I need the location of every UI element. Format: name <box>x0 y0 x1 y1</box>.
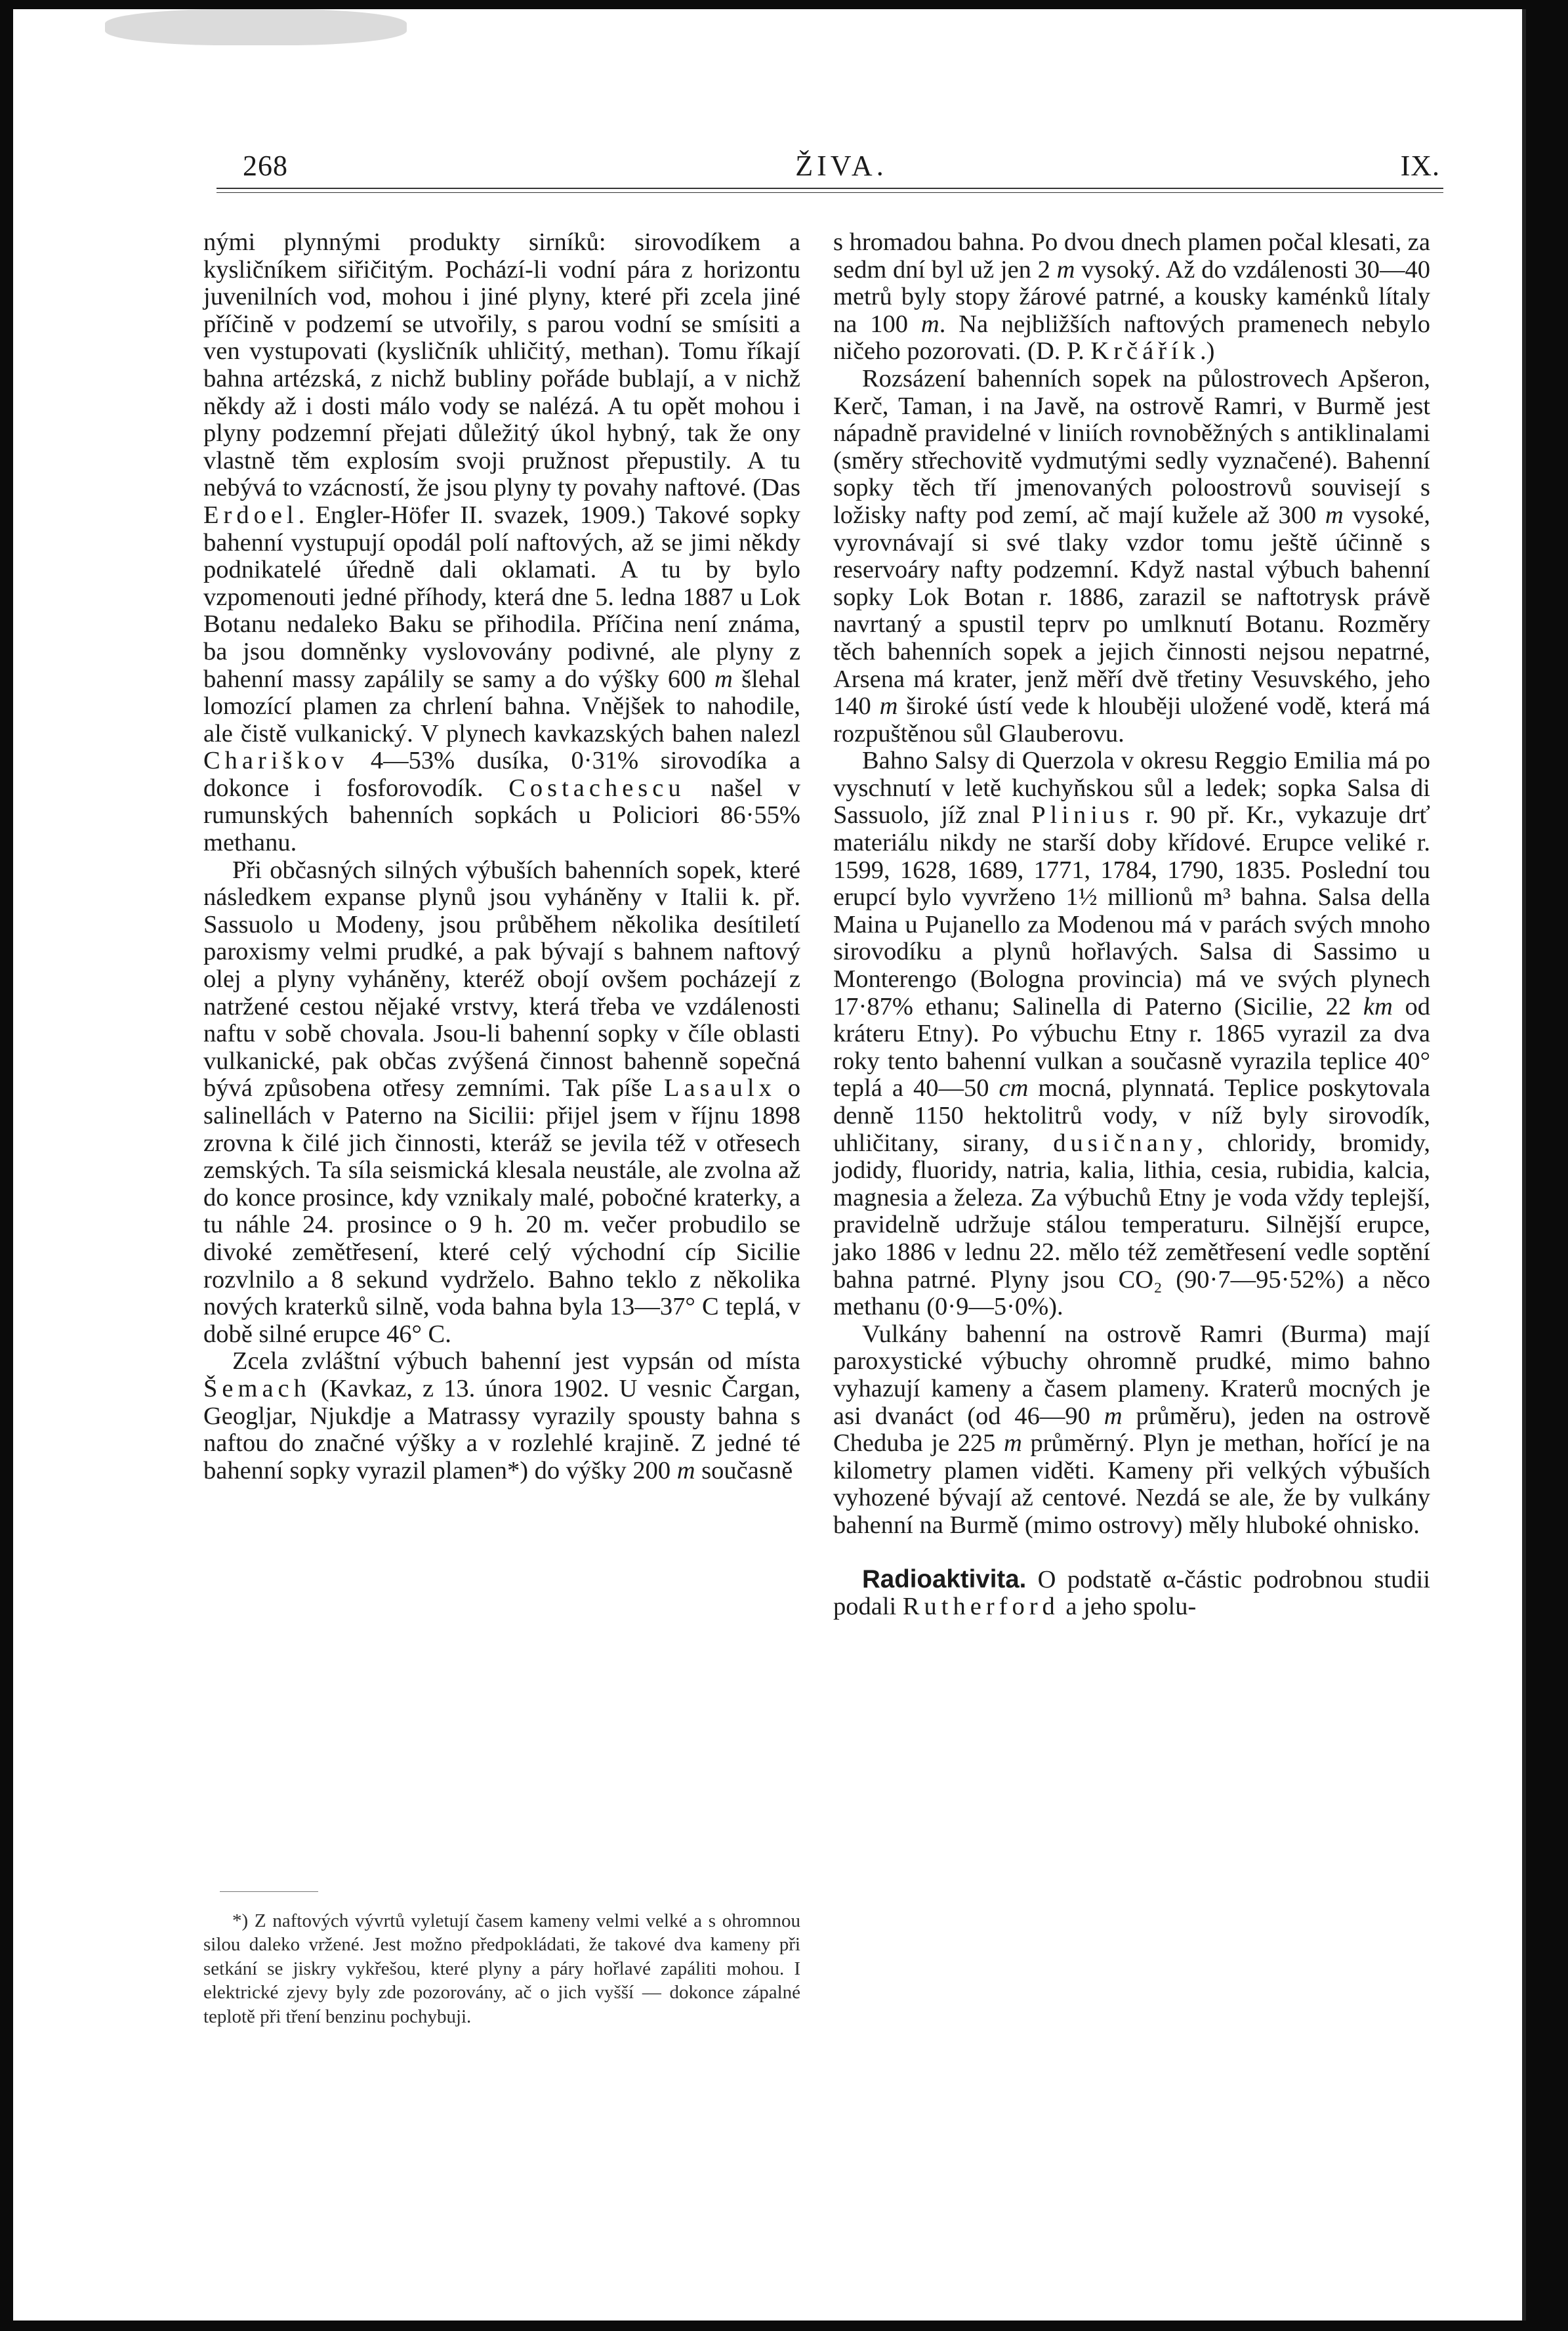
text-run: m <box>676 1456 695 1484</box>
text-run: o salinellách v Paterno na Sicilii: přijel jsem v říjnu 1898 zrovna k čilé jich činnosti, kteráž se jevila též v otřesech zemských. Ta síla seismická klesala neustále, ale zvolna až do konce prosince, kdy vznikaly malé, pobočné kraterky, a tu náhle 24. prosince o 9 h. 20 m. večer probudilo se divoké zemětřesení, které celý východní cíp Sicilie rozvlnilo a 8 sekund vydrželo. Bahno teklo z několika nových kraterků silně, voda bahna byla 13—37° C teplá, v době silné erupce 46° C. <box>203 1074 801 1348</box>
paragraph <box>833 366 1430 747</box>
text-run: a jeho spolu- <box>1065 1593 1197 1621</box>
text-run: od kráteru Etny). Po výbuchu Etny r. 1865 vyrazil za dva roky tento bahenní vulkan a současně vyrazila teplice 40° teplá a 40—50 <box>833 992 1431 1102</box>
text-run: široké ústí vede k hlouběji uložené vodě, která má rozpuštěnou sůl Glauberovu. <box>833 692 1431 747</box>
cited-author: Lasaulx <box>663 1074 776 1102</box>
emphasis-term: dusičnany <box>1053 1129 1197 1157</box>
text-run: mocná, plynnatá. Teplice poskytovala denně 1150 hektolitrů vody, v níž byly sirovodík, uhličitany, sirany, <box>833 1074 1431 1157</box>
page-number: 268 <box>243 150 288 182</box>
text-run: *) Z naftových vývrtů vyletují časem kameny velmi velké a s ohromnou silou daleko vržené. Jest možno předpokládati, že takové dva kameny při setkání se jiskry vykřešou, které plyny a páry hořlavé zapáliti mohou. I elektrické zjevy byly zde pozorovány, ač o jich vyšší — dokonce zápalné teplotě při tření benzinu pochybuji. <box>203 1910 800 2027</box>
text-run: nými plynnými produkty sirníků: sirovodíkem a kysličníkem siřičitým. Pochází-li vodní pára z horizontu juvenilních vod, mohou i jiné plyny, které při zcela jiné příčině v podzemí se utvořily, s parou vodní se smísiti a ven vystupovati (kysličník uhličitý, methan). Tomu říkají bahna artézská, z nichž bubliny pořáde bublají, a v nichž někdy až i dosti málo vody se nalézá. A tu opět mohou i plyny podzemní přejati důležitý úkol hybný, tak že ony vlastně těm explosím svoji pružnost přepustily. A tu nebývá to vzácností, že jsou plyny ty povahy naftové. (Das <box>203 228 800 502</box>
text-run: Při občasných silných výbuších bahenních sopek, které následkem expanse plynů jsou vyháněny v Italii k. př. Sassuolo u Modeny, jsou průběhem několika desítiletí paroxismy velmi prudké, a pak bývají s bahnem naftový olej a plyny vyháněny, kteréž obojí ovšem pocházejí z natržené cestou nějaké vrstvy, která třeba ve vzdálenosti naftu v sobě chovala. Jsou-li bahenní sopky v číle oblasti vulkanické, pak občas zvýšená činnost bahenně sopečná bývá způsobena otřesy zemními. Tak píše <box>203 856 800 1102</box>
text-run: Zcela zvláštní výbuch bahenní jest vypsán od místa <box>232 1347 800 1376</box>
right-column <box>833 229 1430 1621</box>
text-run: m <box>879 692 898 721</box>
header-rule <box>217 188 1443 189</box>
cited-author: Plinius <box>1031 801 1134 830</box>
text-run: , chloridy, bromidy, jodidy, fluoridy, natria, kalia, lithia, cesia, rubidia, kalcia, magnesia a železa. Za výbuchů Etny je voda vždy teplejší, pravidelně udržuje stálou temperaturu. Silnější erupce, jako 1886 v lednu 22. mělo též zemětřesení vedle soptění bahna patrné. Plyny jsou CO₂ (90·7—95·52%) a něco methanu (0·9—5·0%). <box>833 1129 1430 1321</box>
place-name: Šemach <box>203 1374 311 1402</box>
cited-author: Rutherford <box>902 1593 1060 1621</box>
running-head <box>243 149 1440 183</box>
left-column <box>203 229 800 1484</box>
paragraph <box>203 857 800 1349</box>
text-run: m <box>1104 1402 1123 1430</box>
text-run: . Na nejbližších naftových pramenech nebylo ničeho pozorovati. (D. P. <box>833 310 1431 366</box>
scanned-page <box>13 9 1526 2320</box>
paragraph <box>833 1566 1430 1621</box>
text-run: našel v rumunských bahenních sopkách u Policiori 86·55% methanu. <box>203 774 801 857</box>
paragraph <box>833 747 1430 1320</box>
paragraph <box>203 229 800 857</box>
text-run: km <box>1363 992 1393 1020</box>
text-run: (Kavkaz, z 13. února 1902. U vesnic Čargan, Geogljar, Njukdje a Matrassy vyrazily spousty bahna s naftou do značné výšky a v rozlehlé krajině. Z jedné té bahenní sopky vyrazil plamen*) do výšky 200 <box>203 1374 800 1484</box>
text-run: m <box>920 310 939 338</box>
text-run: vysoký. Až do vzdálenosti 30—40 metrů byly stopy žárové patrné, a kousky kaménků lítaly na 100 <box>833 255 1431 338</box>
text-run: průměrný. Plyn je methan, hořící je na kilometry plamen viděti. Kameny při velkých výbuších vyhozené bývají až centové. Nezdá se ale, že by vulkány bahenní na Burmě (mimo ostrovy) měly hluboké ohnisko. <box>833 1429 1431 1539</box>
text-run: Bahno Salsy di Querzola v okresu Reggio Emilia má po vyschnutí v letě kuchyňskou sůl a ledek; sopka Salsa di Sassuolo, jíž znal <box>833 747 1430 830</box>
paragraph <box>833 229 1430 366</box>
text-run: cm <box>999 1074 1029 1102</box>
text-run: průměru), jeden na ostrově Cheduba je 225 <box>833 1402 1431 1458</box>
text-run: šlehal lomozící plamen za chrlení bahna. Vnějšek to nahodile, ale čistě vulkanický. V plynech kavkazských bahen nalezl <box>203 665 800 747</box>
text-run: Rozsázení bahenních sopek na půlostrovech Apšeron, Kerč, Taman, i na Javě, na ostrově Ramri, v Burmě jest nápadně pravidelné v liniích rovnoběžných s antiklinalami (směry střechovitě vydmutými sedly vyznačené). Bahenní sopky těch tří jmenovaných poloostrovů souvisejí s ložisky nafty pod zemí, ač mají kužele až 300 <box>833 364 1430 529</box>
text-run: m <box>1325 501 1344 529</box>
text-run: m <box>714 665 733 693</box>
text-run: současně <box>701 1456 793 1484</box>
footnote-rule <box>220 1891 318 1892</box>
text-run: . Engler-Höfer II. svazek, 1909.) Takové sopky bahenní vystupují opodál polí naftových, až se jimi někdy podnikatelé úředně dali oklamati. A tu by bylo vzpomenouti jedné příhody, která dne 5. ledna 1887 u Lok Botanu nedaleko Baku se přihodila. Příčina není známa, ba jsou domněnky vyslovovány podivné, ale plyny z bahenní massy zapálily se samy a do výšky 600 <box>203 501 800 693</box>
text-run: O podstatě α-částic podrobnou studii podali <box>833 1565 1430 1621</box>
footnote <box>203 1909 800 2028</box>
text-run: m <box>1056 255 1075 284</box>
cited-author: Erdoel <box>203 501 299 529</box>
text-run: vysoké, vyrovnávají si své tlaky vzdor tomu ještě účinně s reservoáry nafty podzemní. Když nastal výbuch bahenní sopky Lok Botan r. 1886, zarazil se naftotrysk právě navrtaný a spustil teprv po umlknutí Botanu. Rozměry těch bahenních sopek a jejich činnosti nejsou nepatrné, Arsena má krater, jenž měří dvě třetiny Vesuvského, jeho 140 <box>833 501 1431 721</box>
cited-author: Chariškov <box>203 747 349 775</box>
paragraph <box>203 1348 800 1484</box>
volume-number: IX. <box>1400 150 1440 182</box>
cited-author: Costachescu <box>508 774 686 802</box>
text-run: r. 90 př. Kr., vykazuje drť materiálu nikdy ne starší doby křídové. Erupce veliké r. 1599, 1628, 1689, 1771, 1784, 1790, 1835. Poslední tou erupcí bylo vyvrženo 1½ millionů m³ bahna. Salsa della Maina u Pujanello za Modenou má v parách svých mnoho sirovodíku a plynů hořlavých. Salsa di Sassimo u Monterengo (Bologna provincia) má ve svých plynech 17·87% ethanu; Salinella di Paterno (Sicilie, 22 <box>833 801 1431 1020</box>
text-run: Vulkány bahenní na ostrově Ramri (Burma) mají paroxystické výbuchy ohromně prudké, mimo bahno vyhazují kameny a časem plameny. Kraterů mocných je asi dvanáct (od 46—90 <box>833 1320 1430 1430</box>
text-run: .) <box>1200 337 1215 366</box>
text-run: m <box>1003 1429 1022 1458</box>
scan-smudge <box>105 9 407 45</box>
text-run: 4—53% dusíka, 0·31% sirovodíka a dokonce i fosforovodík. <box>203 747 801 802</box>
journal-title: ŽIVA. <box>795 150 888 182</box>
section-heading: Radioaktivita. <box>862 1564 1027 1593</box>
paragraph <box>833 1321 1430 1540</box>
header-rule-thin <box>217 192 1443 193</box>
signature-author: Krčářík <box>1090 337 1200 366</box>
text-run: s hromadou bahna. Po dvou dnech plamen počal klesati, za sedm dní byl už jen 2 <box>833 228 1430 284</box>
